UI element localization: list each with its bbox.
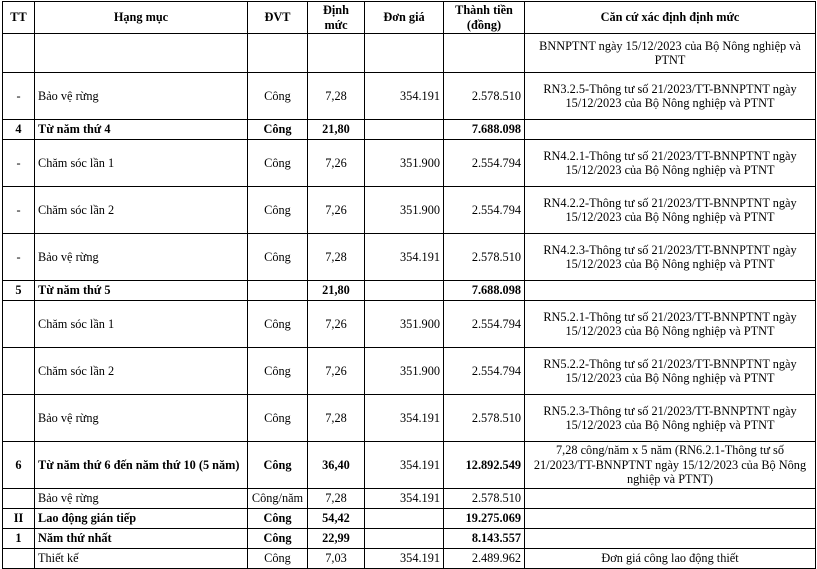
cell-unit-price: 354.191 xyxy=(365,489,444,509)
cell-tt: - xyxy=(3,73,35,120)
table-row xyxy=(3,395,816,442)
cell-basis: 7,28 công/năm x 5 năm (RN6.2.1-Thông tư số 21/2023/TT-BNNPTNT ngày 15/12/2023 của Bộ Nông nghiệp và PTNT) xyxy=(525,442,816,489)
cell-basis xyxy=(525,489,816,509)
cell-unit-price xyxy=(365,34,444,73)
cell-norm: 22,99 xyxy=(308,529,365,549)
table-row xyxy=(3,489,816,509)
cell-unit: Công xyxy=(248,442,308,489)
cell-item: Thiết kế xyxy=(35,549,248,569)
cell-unit-price: 351.900 xyxy=(365,140,444,187)
cell-unit: Công xyxy=(248,301,308,348)
cell-unit: Công xyxy=(248,509,308,529)
cell-amount: 2.554.794 xyxy=(444,187,525,234)
cell-item: Từ năm thứ 4 xyxy=(35,120,248,140)
table-row xyxy=(3,34,816,73)
cell-amount: 8.143.557 xyxy=(444,529,525,549)
cell-item: Chăm sóc lần 1 xyxy=(35,140,248,187)
cell-basis: RN4.2.2-Thông tư số 21/2023/TT-BNNPTNT ngày 15/12/2023 của Bộ Nông nghiệp và PTNT xyxy=(525,187,816,234)
table-row xyxy=(3,529,816,549)
cell-basis: RN4.2.3-Thông tư số 21/2023/TT-BNNPTNT ngày 15/12/2023 của Bộ Nông nghiệp và PTNT xyxy=(525,234,816,281)
cell-amount: 19.275.069 xyxy=(444,509,525,529)
col-header-basis: Căn cứ xác định định mức xyxy=(525,2,816,34)
cell-basis: RN5.2.3-Thông tư số 21/2023/TT-BNNPTNT ngày 15/12/2023 của Bộ Nông nghiệp và PTNT xyxy=(525,395,816,442)
cell-item: Từ năm thứ 5 xyxy=(35,281,248,301)
table-row xyxy=(3,549,816,569)
cell-norm: 7,28 xyxy=(308,234,365,281)
cell-unit-price: 354.191 xyxy=(365,395,444,442)
cell-item: Chăm sóc lần 2 xyxy=(35,348,248,395)
table-row xyxy=(3,509,816,529)
cell-unit-price: 354.191 xyxy=(365,73,444,120)
col-header-amount: Thành tiền (đồng) xyxy=(444,2,525,34)
cell-amount: 2.554.794 xyxy=(444,140,525,187)
cell-amount: 12.892.549 xyxy=(444,442,525,489)
cell-unit-price xyxy=(365,529,444,549)
cell-unit: Công xyxy=(248,73,308,120)
cell-unit xyxy=(248,281,308,301)
cell-unit-price xyxy=(365,120,444,140)
table-row xyxy=(3,187,816,234)
cell-basis: BNNPTNT ngày 15/12/2023 của Bộ Nông nghiệp và PTNT xyxy=(525,34,816,73)
cell-norm: 21,80 xyxy=(308,120,365,140)
cell-unit: Công xyxy=(248,187,308,234)
cell-norm: 7,26 xyxy=(308,187,365,234)
cell-amount: 2.578.510 xyxy=(444,395,525,442)
cell-norm: 7,28 xyxy=(308,395,365,442)
cell-tt: - xyxy=(3,140,35,187)
cell-unit: Công xyxy=(248,529,308,549)
cell-item: Lao động gián tiếp xyxy=(35,509,248,529)
cell-unit: Công xyxy=(248,140,308,187)
cell-tt: - xyxy=(3,187,35,234)
cell-amount: 2.489.962 xyxy=(444,549,525,569)
cell-item: Từ năm thứ 6 đến năm thứ 10 (5 năm) xyxy=(35,442,248,489)
table-row xyxy=(3,281,816,301)
table-body xyxy=(3,34,816,569)
cell-unit-price: 354.191 xyxy=(365,549,444,569)
cell-norm: 7,28 xyxy=(308,73,365,120)
document-page xyxy=(0,1,817,566)
cell-unit-price: 351.900 xyxy=(365,187,444,234)
cell-unit-price: 351.900 xyxy=(365,301,444,348)
cell-basis: RN5.2.2-Thông tư số 21/2023/TT-BNNPTNT ngày 15/12/2023 của Bộ Nông nghiệp và PTNT xyxy=(525,348,816,395)
cell-basis: RN3.2.5-Thông tư số 21/2023/TT-BNNPTNT ngày 15/12/2023 của Bộ Nông nghiệp và PTNT xyxy=(525,73,816,120)
cell-unit: Công xyxy=(248,348,308,395)
table-header-row xyxy=(3,2,816,34)
col-header-item: Hạng mục xyxy=(35,2,248,34)
cell-item: Bảo vệ rừng xyxy=(35,234,248,281)
table-row xyxy=(3,442,816,489)
cell-basis: Đơn giá công lao động thiết xyxy=(525,549,816,569)
col-header-unit-price: Đơn giá xyxy=(365,2,444,34)
table-header xyxy=(3,2,816,34)
cell-amount: 2.578.510 xyxy=(444,73,525,120)
cell-tt xyxy=(3,549,35,569)
cell-item: Bảo vệ rừng xyxy=(35,395,248,442)
cell-unit-price: 354.191 xyxy=(365,234,444,281)
cell-norm: 36,40 xyxy=(308,442,365,489)
cell-basis xyxy=(525,281,816,301)
cell-amount xyxy=(444,34,525,73)
cell-amount: 2.578.510 xyxy=(444,489,525,509)
cell-tt: - xyxy=(3,234,35,281)
cell-norm: 21,80 xyxy=(308,281,365,301)
cell-basis xyxy=(525,120,816,140)
cell-amount: 2.554.794 xyxy=(444,301,525,348)
cell-item: Bảo vệ rừng xyxy=(35,73,248,120)
cell-item: Năm thứ nhất xyxy=(35,529,248,549)
cell-norm: 7,26 xyxy=(308,301,365,348)
cell-item: Bảo vệ rừng xyxy=(35,489,248,509)
cell-unit: Công xyxy=(248,549,308,569)
cell-norm: 54,42 xyxy=(308,509,365,529)
cell-tt: 4 xyxy=(3,120,35,140)
cell-norm: 7,03 xyxy=(308,549,365,569)
cell-tt xyxy=(3,489,35,509)
cell-unit: Công xyxy=(248,234,308,281)
cell-unit-price xyxy=(365,281,444,301)
table-row xyxy=(3,348,816,395)
cell-amount: 2.578.510 xyxy=(444,234,525,281)
cell-item: Chăm sóc lần 1 xyxy=(35,301,248,348)
table-row xyxy=(3,140,816,187)
cell-tt xyxy=(3,348,35,395)
cell-item: Chăm sóc lần 2 xyxy=(35,187,248,234)
table-row xyxy=(3,234,816,281)
cell-tt: II xyxy=(3,509,35,529)
cell-amount: 7.688.098 xyxy=(444,281,525,301)
cell-tt: 5 xyxy=(3,281,35,301)
cell-norm: 7,26 xyxy=(308,140,365,187)
col-header-unit: ĐVT xyxy=(248,2,308,34)
cell-unit-price: 354.191 xyxy=(365,442,444,489)
cell-amount: 7.688.098 xyxy=(444,120,525,140)
cell-tt xyxy=(3,301,35,348)
cell-basis xyxy=(525,529,816,549)
cell-unit-price: 351.900 xyxy=(365,348,444,395)
cell-tt xyxy=(3,395,35,442)
cell-norm: 7,26 xyxy=(308,348,365,395)
cell-tt xyxy=(3,34,35,73)
table-row xyxy=(3,120,816,140)
cell-amount: 2.554.794 xyxy=(444,348,525,395)
cell-unit xyxy=(248,34,308,73)
table-row xyxy=(3,73,816,120)
cell-basis xyxy=(525,509,816,529)
cell-norm: 7,28 xyxy=(308,489,365,509)
cell-basis: RN5.2.1-Thông tư số 21/2023/TT-BNNPTNT ngày 15/12/2023 của Bộ Nông nghiệp và PTNT xyxy=(525,301,816,348)
cost-estimate-table xyxy=(2,1,816,569)
cell-unit: Công xyxy=(248,395,308,442)
cell-unit-price xyxy=(365,509,444,529)
cell-tt: 1 xyxy=(3,529,35,549)
cell-item xyxy=(35,34,248,73)
cell-tt: 6 xyxy=(3,442,35,489)
table-row xyxy=(3,301,816,348)
cell-unit: Công/năm xyxy=(248,489,308,509)
col-header-norm: Định mức xyxy=(308,2,365,34)
cell-basis: RN4.2.1-Thông tư số 21/2023/TT-BNNPTNT ngày 15/12/2023 của Bộ Nông nghiệp và PTNT xyxy=(525,140,816,187)
cell-norm xyxy=(308,34,365,73)
col-header-tt: TT xyxy=(3,2,35,34)
cell-unit: Công xyxy=(248,120,308,140)
